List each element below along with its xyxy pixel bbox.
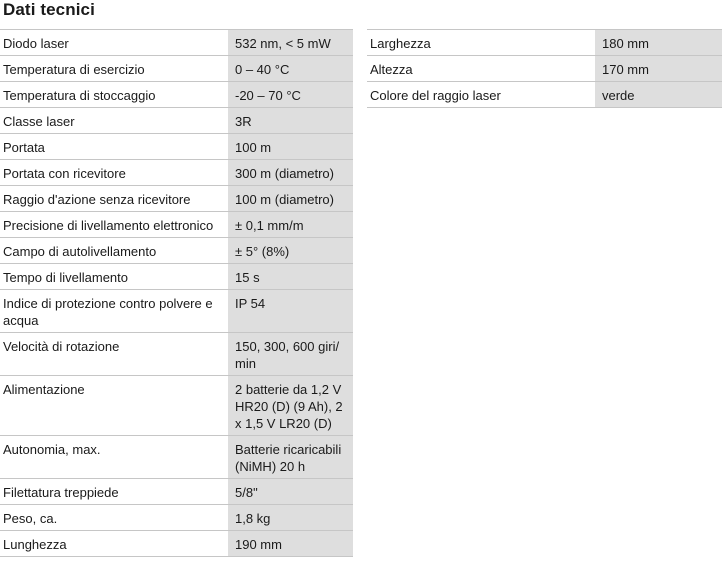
spec-label: Classe laser (0, 108, 228, 134)
spec-label: Lunghezza (0, 531, 228, 557)
spec-label: Velocità di rotazione (0, 333, 228, 376)
spec-value: verde (595, 82, 722, 108)
spec-row (0, 134, 353, 160)
spec-value: Batterie ricaricabili (NiMH) 20 h (228, 436, 353, 479)
spec-row (0, 108, 353, 134)
spec-label: Raggio d'azione senza ricevitore (0, 186, 228, 212)
spec-value: 190 mm (228, 531, 353, 557)
spec-value: 0 – 40 °C (228, 56, 353, 82)
spec-label: Campo di autolivellamento (0, 238, 228, 264)
spec-label: Filettatura treppiede (0, 479, 228, 505)
spec-value: 3R (228, 108, 353, 134)
spec-row (0, 30, 353, 56)
spec-row (0, 376, 353, 436)
spec-row (0, 505, 353, 531)
spec-row (0, 186, 353, 212)
spec-value: 150, 300, 600 giri/ min (228, 333, 353, 376)
specs-table-right (367, 29, 722, 108)
spec-row (367, 30, 722, 56)
spec-value: IP 54 (228, 290, 353, 333)
spec-row (367, 82, 722, 108)
spec-value: 100 m (diametro) (228, 186, 353, 212)
spec-value: 300 m (diametro) (228, 160, 353, 186)
spec-label: Colore del raggio laser (367, 82, 595, 108)
spec-value: 180 mm (595, 30, 722, 56)
spec-row (367, 56, 722, 82)
spec-value: 100 m (228, 134, 353, 160)
spec-value: ± 5° (8%) (228, 238, 353, 264)
spec-row (0, 212, 353, 238)
spec-row (0, 531, 353, 557)
spec-label: Portata (0, 134, 228, 160)
spec-value: 2 batterie da 1,2 V HR20 (D) (9 Ah), 2 x 1,5 V LR20 (D) (228, 376, 353, 436)
spec-label: Temperatura di esercizio (0, 56, 228, 82)
spec-label: Portata con ricevitore (0, 160, 228, 186)
spec-value: ± 0,1 mm/m (228, 212, 353, 238)
spec-value: 5/8" (228, 479, 353, 505)
spec-row (0, 56, 353, 82)
spec-label: Autonomia, max. (0, 436, 228, 479)
spec-row (0, 436, 353, 479)
spec-row (0, 160, 353, 186)
spec-row (0, 82, 353, 108)
spec-row (0, 333, 353, 376)
spec-label: Peso, ca. (0, 505, 228, 531)
spec-label: Diodo laser (0, 30, 228, 56)
spec-value: 1,8 kg (228, 505, 353, 531)
spec-value: 15 s (228, 264, 353, 290)
spec-label: Temperatura di stoccaggio (0, 82, 228, 108)
spec-label: Altezza (367, 56, 595, 82)
spec-row (0, 479, 353, 505)
spec-row (0, 290, 353, 333)
spec-row (0, 264, 353, 290)
spec-label: Indice di protezione contro polvere e acqua (0, 290, 228, 333)
spec-value: 170 mm (595, 56, 722, 82)
specs-table-left (0, 29, 353, 557)
spec-label: Precisione di livellamento elettronico (0, 212, 228, 238)
spec-row (0, 238, 353, 264)
spec-label: Tempo di livellamento (0, 264, 228, 290)
spec-value: -20 – 70 °C (228, 82, 353, 108)
page-title: Dati tecnici (3, 0, 95, 19)
spec-value: 532 nm, < 5 mW (228, 30, 353, 56)
spec-label: Alimentazione (0, 376, 228, 436)
spec-label: Larghezza (367, 30, 595, 56)
